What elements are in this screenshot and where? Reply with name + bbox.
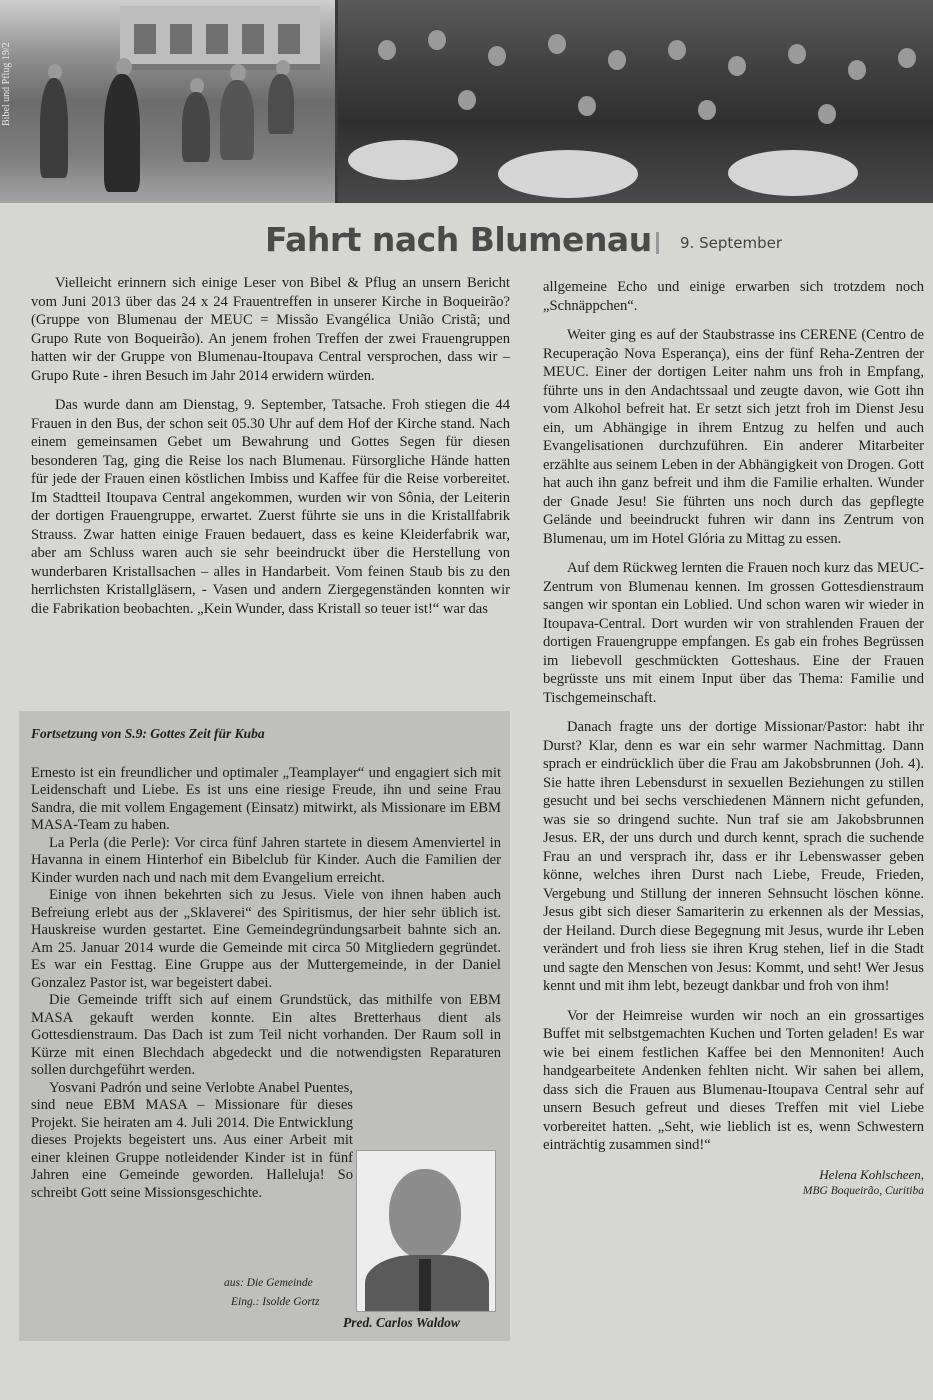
paragraph: Die Gemeinde trifft sich auf einem Grundstück, das mithilfe von EBM MASA gekauft werden konnte. Ein altes Bretterhaus dient als Gottesdienstraum. Das Dach ist zum Teil nicht vorhanden. Der Raum soll in Kürze mit einen Blechdach abgedeckt und die notwendigsten Reparaturen sollen durchgeführt werden. (31, 992, 501, 1078)
paragraph: La Perla (die Perle): Vor circa fünf Jahren startete in diesem Amenviertel in Havanna in einem Hinterhof ein Bibelclub für Kinder. Auch die Familien der Kinder wurden nach und nach mit dem Evangelium erreicht. (31, 834, 501, 886)
paragraph: Auf dem Rückweg lernten die Frauen noch kurz das MEUC-Zentrum von Blumenau kennen. Im grossen Gottesdienstraum sangen wir spontan ein Loblied. Und schon waren wir wieder in Itoupava-Central. Dort wurden wir von strahlenden Frauen der dortigen Frauengruppe empfangen. Es gab ein frohes Begrüssen im liebevoll geschmückten Gotteshaus. Eine der Frauen begrüsste uns mit einem Input über das Thema: Familie und Tischgemeinschaft. (543, 560, 924, 706)
paragraph: Einige von ihnen bekehrten sich zu Jesus. Viele von ihnen haben auch Befreiung erlebt aus der „Sklaverei“ des Spiritismus, der hier sehr üblich ist. Hauskreise wurden gestartet. Eine Gemeindegründungsarbeit bahnte sich an. Am 25. Januar 2014 wurde die Gemeinde mit circa 50 Mitgliedern gegründet. Es war ein Festtag. Eine Gruppe aus der Muttergemeinde, in der Daniel Gonzalez Pastor ist, war begeistert dabei. (31, 887, 501, 991)
portrait-photo (356, 1150, 496, 1312)
photo-women-walking (0, 0, 335, 203)
paragraph: Vor der Heimreise wurden wir noch an ein grossartiges Buffet mit selbstgemachten Kuchen und Torten geladen! Es war wie bei einem festlichen Kaffee bei den Mennoniten! Auch handgearbeitete Andenken fehlten nicht. Wir sahen bei allem, dass sich die Frauen aus Blumenau-Itoupava Central sehr auf unsern Besuch gefreut und dieses Treffen mit viel Liebe vorbereitet hatten. „Seht, wie lieblich ist es, wenn Schwestern einträchtig zusammen sind!“ (543, 1007, 924, 1153)
author-name: Helena Kohlscheen, (819, 1166, 924, 1182)
building-shape (120, 6, 320, 70)
author-location: MBG Boqueirão, Curitiba (802, 1184, 924, 1197)
continuation-content (31, 725, 501, 1202)
source-note: aus: Die Gemeinde (224, 1277, 313, 1289)
header-photos (0, 0, 933, 203)
paragraph: Yosvani Padrón und seine Verlobte Anabel Puentes, sind neue EBM MASA – Missionare für dieses Projekt. Sie heiraten am 4. Juli 2014. Die Entwicklung dieses Projekts begeistert uns. Aus einer Arbeit mit einer kleinen Gruppe notleidender Kinder ist in fünf Jahren eine Gemeinde geworden. Halleluja! So schreibt Gott seine Missionsgeschichte. (31, 1079, 353, 1201)
paragraph: allgemeine Echo und einige erwarben sich trotzdem noch „Schnäppchen“. (543, 279, 924, 314)
input-credit: Eing.: Isolde Gortz (231, 1296, 320, 1308)
title-divider (656, 232, 659, 254)
article-header (0, 214, 933, 262)
continuation-box (19, 711, 510, 1341)
portrait-tie (419, 1259, 431, 1312)
continuation-title: Fortsetzung von S.9: Gottes Zeit für Kuba (31, 726, 265, 741)
portrait-caption: Pred. Carlos Waldow (343, 1315, 460, 1330)
portrait-face (389, 1169, 461, 1259)
paragraph: Vielleicht erinnern sich einige Leser von Bibel & Pflug an unsern Bericht vom Juni 2013 über das 24 x 24 Frauentreffen in unserer Kirche in Boqueirão? (Gruppe von Blumenau der MEUC = Missão Evangélica União Cristã; und Grupo Rute von Boqueirão). An jenem frohen Treffen der zwei Frauengruppen hatten wir der Gruppe von Blumenau-Itoupava Central versprochen, dass wir – Grupo Rute - ihren Besuch im Jahr 2014 erwidern würden. (31, 275, 510, 384)
photo-group-hall (338, 0, 933, 203)
paragraph: Das wurde dann am Dienstag, 9. September, Tatsache. Froh stiegen die 44 Frauen in den Bus, der schon seit 05.30 Uhr auf dem Hof der Kirche stand. Nach einem gemeinsamen Gebet um Bewahrung und Gottes Segen für diesen besonderen Tag, ging die Reise los nach Blumenau. Fürsorgliche Hände hatten für jede der Frauen einen köstlichen Imbiss und Kaffee für die Reise vorbereitet. Im Stadtteil Itoupava Central angekommen, wurden wir von Sônia, der Leiterin der dortigen Frauengruppe, erwartet. Zuerst führte sie uns in die Kristallfabrik Strauss. Zwar hatten einige Frauen bedauert, dass es keine Kleiderfabrik war, aber am Schluss waren auch sie sehr beeindruckt über die Herstellung von wunderbaren Kristallsachen – alles in Handarbeit. Vom feinen Staub bis zu den herrlichsten Kristallgläsern, - Vasen und andern Ziergegenständen konnten wir die Fabrikation beobachten. „Kein Wunder, dass Kristall so teuer ist!“ war das (31, 397, 510, 617)
paragraph: Weiter ging es auf der Staubstrasse ins CERENE (Centro de Recuperação Nova Esperança), eins der fünf Reha-Zentren der MEUC. Einer der dortigen Leiter nahm uns froh in Empfang, führte uns in den Andachtssaal und zeugte davon, wie Gott ihn vom Alkohol befreit hat. Er setzt sich jetzt froh im Dienst Jesu ein, um Abhängige in ihrem Entzug zu helfen und auch Evangelisationen durchzuführen. Ein anderer Mitarbeiter erzählte aus seinem Leben in der Abhängigkeit von Drogen. Gott hat auch ihn ganz befreit und ihm die Familie erhalten. Wunder der Gnade Jesu! Sie führten uns noch durch das gepflegte Gelände und beeindruckt fuhren wir dann ins Zentrum von Blumenau, um im Hotel Glória zu Mittag zu essen. (543, 327, 924, 547)
article-date: 9. September (680, 234, 782, 252)
paragraph: Ernesto ist ein freundlicher und optimaler „Teamplayer“ und engagiert sich mit Leidenschaft und Liebe. Es ist uns eine riesige Freude, ihn und seine Frau Sandra, die mit vollem Engagement (Einsatz) mitwirkt, als Missionare im EBM MASA-Team zu haben. (31, 764, 501, 833)
page-edge-caption: Bibel und Pflug 19/2 (1, 42, 12, 126)
article-column-left (31, 274, 510, 629)
paragraph: Danach fragte uns der dortige Missionar/Pastor: habt ihr Durst? Klar, denn es war ein sehr warmer Nachmittag. Dann sprach er eindrücklich über die Frau am Jakobsbrunnen (Joh. 4). Sie hatte ihren Lebensdurst in sexuellen Beziehungen zu stillen gesucht und bei sechs verschiedenen Männern nicht gefunden, was sie so dringend suchte. Nun traf sie am Jakobsbrunnen Jesus. ER, der uns durch und durch kennt, sprach die suchende Frau an und versprach ihr, dass er ihr Lebenswasser geben könne, welches ihren Durst nach Liebe, Freude, Frieden, Vergebung und Stillung der inneren Sehnsucht löschen könne. Jesus gibt sich dieser Samariterin zu erkennen als der Messias, der Heiland. Durch diese Begegnung mit Jesus, wurde ihr Leben verändert und froh liess sie ihren Krug stehen, lief in die Stadt und sagte den Menschen von Jesus: Kommt, und seht! Wer Jesus kennt und mit ihm lebt, bezeugt dankbar und froh von ihm! (543, 719, 924, 994)
article-title: Fahrt nach Blumenau (265, 220, 652, 259)
author-signature (543, 1166, 924, 1200)
article-column-right (543, 278, 924, 1200)
